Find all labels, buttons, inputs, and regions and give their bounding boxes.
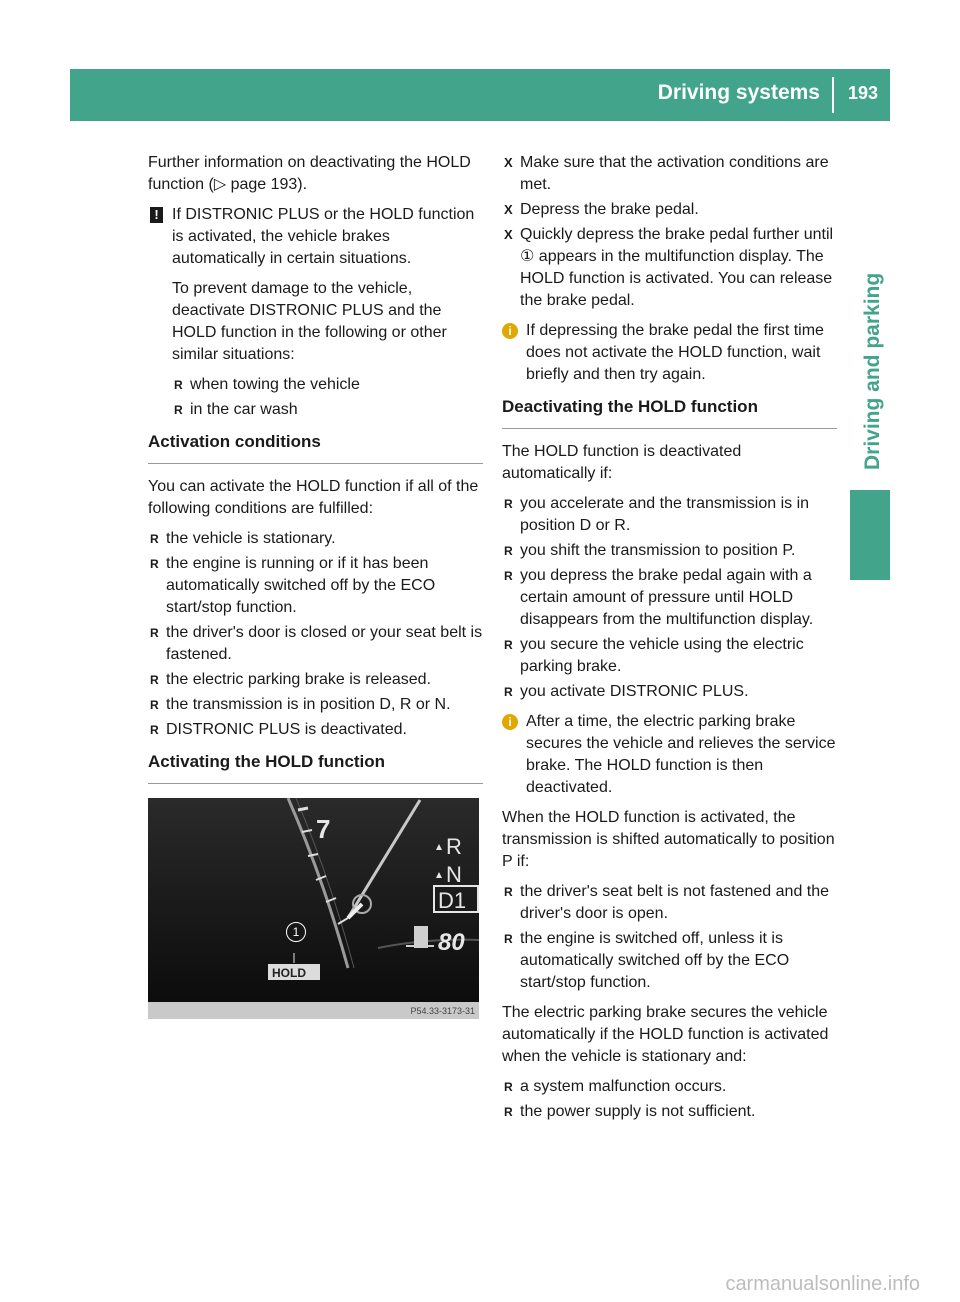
warning-text: If DISTRONIC PLUS or the HOLD function is activated, the vehicle brakes automatically in certain situations.: [172, 206, 475, 267]
list-item: R the power supply is not sufficient.: [502, 1101, 837, 1123]
list-item: R in the car wash: [172, 399, 483, 421]
activation-steps: [502, 152, 837, 312]
info-icon: i: [502, 323, 518, 339]
info-note-1: [502, 320, 837, 386]
list-item: R you secure the vehicle using the electric parking brake.: [502, 634, 837, 678]
list-item: R you shift the transmission to position P.: [502, 540, 837, 562]
epb-paragraph: The electric parking brake secures the vehicle automatically if the HOLD function is activated when the vehicle is stationary and:: [502, 1004, 829, 1065]
warning-subtext: To prevent damage to the vehicle, deactivate DISTRONIC PLUS and the HOLD function in the following or other similar situations:: [172, 280, 447, 363]
activation-list: [148, 528, 483, 741]
list-item: R the driver's door is closed or your seat belt is fastened.: [148, 622, 483, 666]
cluster-illustration: [148, 798, 479, 1019]
info-icon: i: [502, 714, 518, 730]
step-item: X Quickly depress the brake pedal further until ① appears in the multifunction display. The HOLD function is activated. You can release the brake pedal.: [502, 224, 837, 312]
shift-list: [502, 881, 837, 994]
epb-list: [502, 1076, 837, 1123]
left-column: [148, 152, 483, 1019]
header-divider: [832, 77, 834, 113]
deactivating-intro: The HOLD function is deactivated automatically if:: [502, 443, 742, 482]
activation-heading: Activation conditions: [148, 431, 483, 464]
speed-digit: 7: [316, 814, 331, 844]
activating-heading: Activating the HOLD function: [148, 751, 483, 784]
intro-paragraph: Further information on deactivating the HOLD function (▷ page 193).: [148, 154, 471, 193]
list-item: R the electric parking brake is released.: [148, 669, 483, 691]
speed-readout: 80: [438, 929, 465, 956]
hold-label: HOLD: [272, 966, 306, 980]
info-text: After a time, the electric parking brake secures the vehicle and relieves the service brake. The HOLD function is then deactivated.: [526, 713, 836, 796]
page-number: 193: [847, 83, 879, 103]
watermark-url: carmanualsonline.info: [725, 1273, 920, 1295]
gear-d: D1: [438, 888, 467, 913]
activation-intro: You can activate the HOLD function if all of the following conditions are fulfilled:: [148, 478, 479, 517]
figure-code: P54.33-3173-31: [410, 1006, 475, 1016]
chapter-tab-label: Driving and parking: [861, 272, 884, 470]
right-column: [502, 152, 837, 1131]
list-item: R a system malfunction occurs.: [502, 1076, 837, 1098]
callout-1: 1: [286, 922, 306, 942]
gear-r: R: [446, 834, 462, 859]
info-text: If depressing the brake pedal the first time does not activate the HOLD function, wait briefly and then try again.: [526, 322, 824, 383]
chapter-tab-marker: [850, 490, 890, 580]
list-item: R you activate DISTRONIC PLUS.: [502, 681, 837, 703]
list-item: R DISTRONIC PLUS is deactivated.: [148, 719, 483, 741]
page-header: [70, 69, 890, 121]
list-item: R you accelerate and the transmission is in position D or R.: [502, 493, 837, 537]
warning-note: [148, 204, 483, 421]
warning-icon: !: [150, 207, 163, 223]
info-note-2: [502, 711, 837, 799]
list-item: R the engine is running or if it has been automatically switched off by the ECO start/stop function.: [148, 553, 483, 619]
list-item: R the engine is switched off, unless it is automatically switched off by the ECO start/stop function.: [502, 928, 837, 994]
list-item: R the vehicle is stationary.: [148, 528, 483, 550]
shift-intro: When the HOLD function is activated, the transmission is shifted automatically to position P if:: [502, 809, 835, 870]
list-item: R when towing the vehicle: [172, 374, 483, 396]
deactivating-list: [502, 493, 837, 703]
section-title: Driving systems: [657, 81, 820, 104]
list-item: R you depress the brake pedal again with a certain amount of pressure until HOLD disappears from the multifunction display.: [502, 565, 837, 631]
step-item: X Make sure that the activation conditions are met.: [502, 152, 837, 196]
gear-n: N: [446, 862, 462, 887]
instrument-cluster-figure: [148, 798, 479, 1019]
deactivating-heading: Deactivating the HOLD function: [502, 396, 837, 429]
list-item: R the driver's seat belt is not fastened and the driver's door is open.: [502, 881, 837, 925]
step-item: X Depress the brake pedal.: [502, 199, 837, 221]
warning-list: [172, 374, 483, 421]
list-item: R the transmission is in position D, R or N.: [148, 694, 483, 716]
